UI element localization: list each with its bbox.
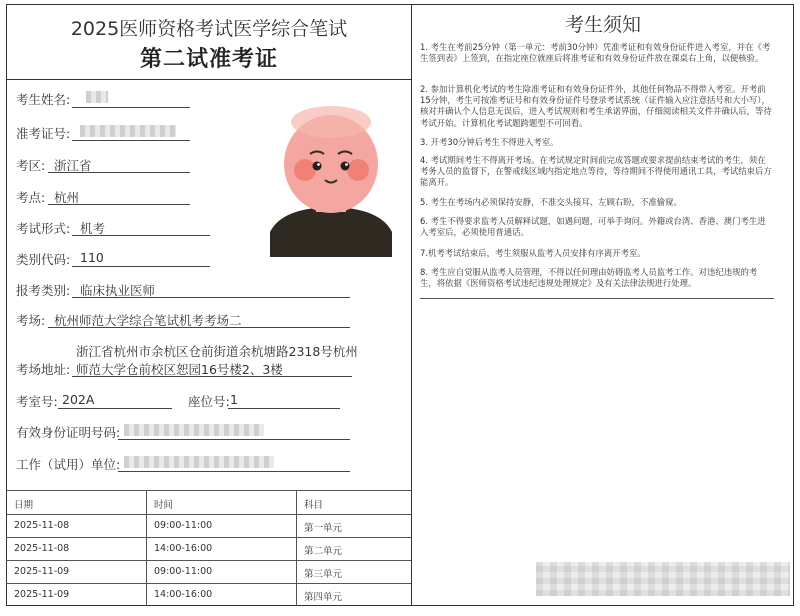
ticket-title: 第二试准考证 [139, 47, 278, 72]
schedule-col-divider [296, 490, 297, 606]
exam-form-value: 机考 [80, 221, 106, 236]
room-underline [58, 408, 172, 409]
work-unit-underline [118, 471, 350, 472]
rule-item: 7.机考考试结束后，考生须服从监考人员安排有序离开考室。 [420, 248, 646, 258]
site-label: 考点: [16, 190, 46, 205]
rule-item: 5. 考生在考场内必须保持安静，不准交头接耳、左顾右盼，不准偷窥。 [420, 197, 682, 207]
ticket-number-underline [72, 140, 190, 141]
redacted-watermark [536, 562, 790, 596]
rule-item: 2. 参加计算机化考试的考生除准考证和有效身份证件外，其他任何物品不得带入考室。开考前15分钟，考生可按准考证号和有效身份证件号登录考试系统（证件输入应注意括号和大小写），核对并确认个人信息无误后，进入考试规则和考生承诺界面，仔细阅读相关文件并确认后，等待考试开始。计算机化考试题跨题型不可回看。 [420, 84, 772, 128]
schedule-date: 2025-11-09 [14, 566, 70, 577]
site-underline [48, 204, 190, 205]
schedule-header-subject: 科目 [304, 500, 324, 511]
candidate-photo-icon [270, 92, 392, 257]
schedule-header-date: 日期 [14, 500, 34, 511]
rule-item: 8. 考生应自觉服从监考人员管理，不得以任何理由妨碍监考人员监考工作。对违纪违规的考生，将依据《医师资格考试违纪违规处理规定》及有关法律法规进行处理。 [420, 267, 758, 289]
ticket-number-label: 准考证号: [16, 126, 71, 141]
schedule-subject: 第三单元 [304, 569, 343, 580]
rule-item: 4. 考试期间考生不得离开考场。在考试规定时间前完成答题或要求提前结束考试的考生，须在考务人员的监督下，在警戒线区域内指定地点等待，等待期间不得使用通讯工具，考试结束后方能离开。 [420, 155, 772, 188]
schedule-date: 2025-11-09 [14, 589, 70, 600]
id-number-underline [118, 439, 350, 440]
category-value: 临床执业医师 [80, 283, 156, 298]
schedule-time: 14:00-16:00 [154, 543, 213, 554]
schedule-col-divider [146, 490, 147, 606]
schedule-row-line [6, 560, 411, 561]
seat-underline [228, 408, 340, 409]
schedule-row-line [6, 583, 411, 584]
address-line2: 师范大学仓前校区恕园16号楼2、3楼 [76, 362, 283, 377]
header-divider [6, 79, 411, 80]
schedule-subject: 第一单元 [304, 523, 343, 534]
district-underline [48, 172, 190, 173]
instructions-title: 考生须知 [564, 14, 641, 36]
venue-value: 杭州师范大学综合笔试机考考场二 [54, 313, 242, 328]
venue-label: 考场: [16, 313, 46, 328]
schedule-top-line [6, 490, 411, 491]
name-label: 考生姓名: [16, 92, 71, 107]
district-value: 浙江省 [54, 158, 92, 173]
seat-label: 座位号: [188, 394, 230, 409]
category-label: 报考类别: [16, 283, 71, 298]
site-value: 杭州 [54, 190, 80, 205]
category-code-label: 类别代码: [16, 252, 71, 267]
schedule-header-line [6, 514, 411, 515]
schedule-date: 2025-11-08 [14, 543, 70, 554]
name-underline [72, 107, 190, 108]
schedule-subject: 第四单元 [304, 592, 343, 603]
rule-item: 6. 考生不得要求监考人员解释试题，如遇问题，可举手询问。外籍或台湾、香港、澳门考生进入考室后，必须使用普通话。 [420, 216, 766, 238]
schedule-subject: 第二单元 [304, 546, 343, 557]
address-underline [72, 376, 352, 377]
category-code-value: 110 [80, 250, 104, 265]
venue-underline [48, 327, 350, 328]
id-number-label: 有效身份证明号码: [16, 425, 121, 440]
schedule-header-time: 时间 [154, 500, 174, 511]
category-underline [72, 297, 350, 298]
name-redacted [86, 91, 108, 103]
id-number-redacted [124, 424, 264, 436]
work-unit-redacted [124, 456, 274, 468]
ticket-left-panel [6, 4, 412, 606]
schedule-time: 14:00-16:00 [154, 589, 213, 600]
address-line1: 浙江省杭州市余杭区仓前街道余杭塘路2318号杭州 [76, 344, 358, 359]
room-value: 202A [62, 392, 95, 407]
rule-item: 1. 考生在考前25分钟（第一单元：考前30分钟）凭准考证和有效身份证件进入考室，并在《考生签到表》上签到，在指定座位就座后将准考证和有效身份证件放在课桌右上角，以便核验。 [420, 42, 771, 64]
exam-form-label: 考试形式: [16, 221, 71, 236]
schedule-date: 2025-11-08 [14, 520, 70, 531]
address-label: 考场地址: [16, 362, 71, 377]
exam-form-underline [72, 235, 210, 236]
schedule-row-line [6, 537, 411, 538]
room-label: 考室号: [16, 394, 58, 409]
schedule-time: 09:00-11:00 [154, 520, 213, 531]
ticket-number-redacted [80, 125, 176, 137]
rule-item: 3. 开考30分钟后考生不得进入考室。 [420, 137, 559, 147]
candidate-photo [270, 92, 392, 257]
exam-title: 2025医师资格考试医学综合笔试 [70, 18, 348, 40]
instructions-end-line [420, 298, 774, 299]
category-code-underline [72, 266, 210, 267]
district-label: 考区: [16, 158, 46, 173]
schedule-time: 09:00-11:00 [154, 566, 213, 577]
work-unit-label: 工作（试用）单位: [16, 457, 121, 472]
seat-value: 1 [230, 392, 238, 407]
